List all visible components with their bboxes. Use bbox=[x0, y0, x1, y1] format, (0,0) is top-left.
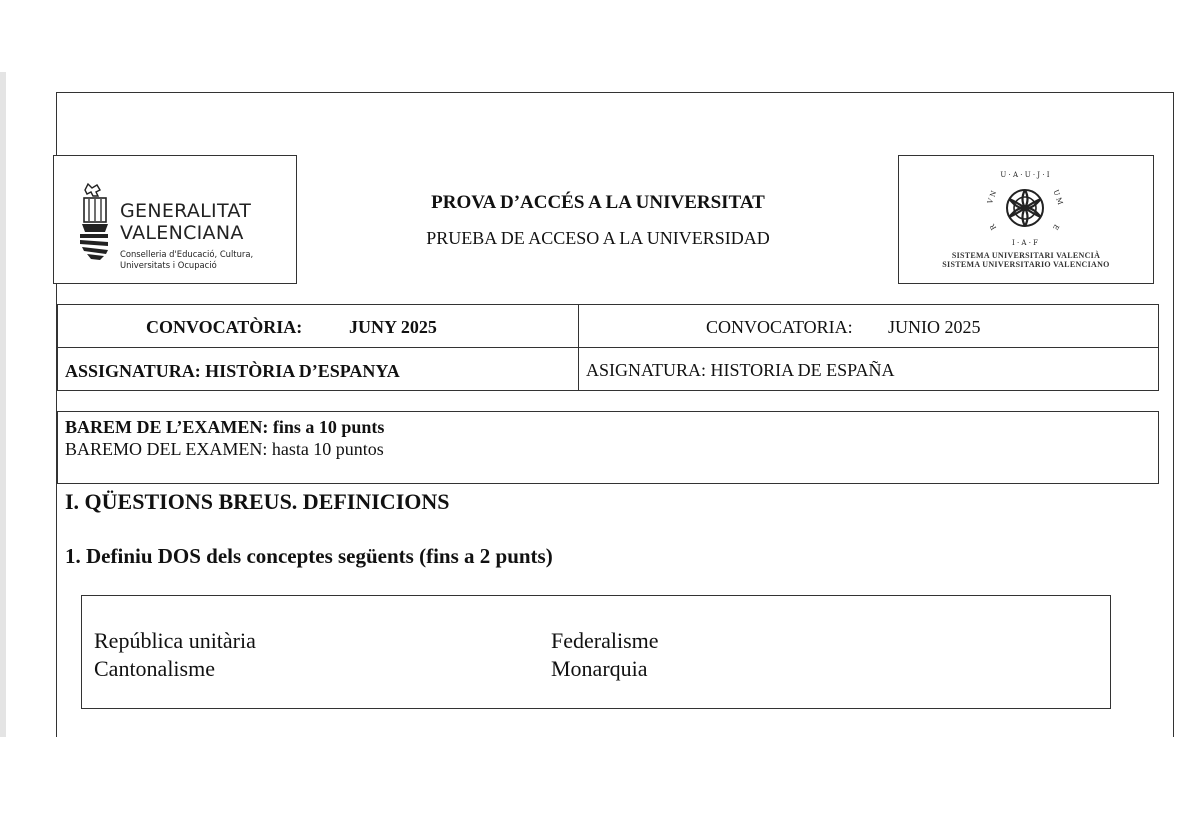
convocatoria-val-label: CONVOCATÒRIA: bbox=[146, 317, 303, 337]
concept-item: Federalisme bbox=[551, 628, 659, 653]
siuv-caption bbox=[899, 251, 1153, 269]
barem-spanish: BAREMO DEL EXAMEN: hasta 10 puntos bbox=[65, 439, 384, 459]
asignatura-spanish: ASIGNATURA: HISTORIA DE ESPAÑA bbox=[586, 360, 895, 380]
conselleria-caption bbox=[120, 249, 253, 271]
title-spanish: PRUEBA DE ACCESO A LA UNIVERSIDAD bbox=[426, 228, 770, 248]
svg-text:U · A · U · J · I: U · A · U · J · I bbox=[1000, 171, 1050, 179]
exam-title-block bbox=[300, 190, 896, 251]
generalitat-name bbox=[120, 200, 251, 244]
conselleria-line2: Universitats i Ocupació bbox=[120, 260, 217, 270]
svg-text:I · A · F: I · A · F bbox=[1011, 239, 1039, 247]
convocatoria-val-value: JUNY 2025 bbox=[349, 317, 437, 337]
table-row-divider bbox=[58, 347, 1158, 348]
svg-text:E: E bbox=[1050, 222, 1061, 232]
assignatura-valencian: ASSIGNATURA: HISTÒRIA D’ESPANYA bbox=[65, 361, 400, 381]
concept-item: Cantonalisme bbox=[94, 656, 215, 681]
generalitat-emblem-icon bbox=[78, 182, 112, 260]
exam-info-table bbox=[57, 304, 1159, 391]
question-1-title: 1. Definiu DOS dels conceptes següents (fins a 2 punts) bbox=[65, 544, 553, 568]
siuv-line-valencian: SISTEMA UNIVERSITARI VALENCIÀ bbox=[951, 251, 1101, 260]
convocatoria-es-label: CONVOCATORIA: bbox=[706, 317, 853, 337]
generalitat-logo-box bbox=[53, 155, 297, 284]
svg-text:V N: V N bbox=[986, 189, 999, 205]
siuv-logo-box bbox=[898, 155, 1154, 284]
barem-box bbox=[57, 411, 1159, 484]
table-column-divider bbox=[578, 305, 579, 390]
siuv-line-spanish: SISTEMA UNIVERSITARIO VALENCIANO bbox=[942, 260, 1110, 269]
generalitat-name-line2: VALENCIANA bbox=[120, 222, 244, 244]
generalitat-name-line1: GENERALITAT bbox=[120, 200, 252, 222]
convocatoria-es-value: JUNIO 2025 bbox=[888, 317, 981, 337]
svg-text:U M: U M bbox=[1051, 188, 1065, 206]
crop-bottom-area bbox=[0, 737, 1200, 840]
svg-text:R: R bbox=[988, 222, 999, 232]
conselleria-line1: Conselleria d'Educació, Cultura, bbox=[120, 249, 254, 259]
section-title: I. QÜESTIONS BREUS. DEFINICIONS bbox=[65, 489, 450, 514]
barem-valencian: BAREM DE L’EXAMEN: fins a 10 punts bbox=[65, 417, 385, 437]
concept-item: República unitària bbox=[94, 628, 256, 653]
concept-item: Monarquia bbox=[551, 656, 648, 681]
title-valencian: PROVA D’ACCÉS A LA UNIVERSITAT bbox=[431, 192, 765, 213]
university-seal-icon bbox=[984, 168, 1066, 248]
left-page-edge bbox=[0, 72, 6, 737]
concepts-box bbox=[81, 595, 1111, 709]
